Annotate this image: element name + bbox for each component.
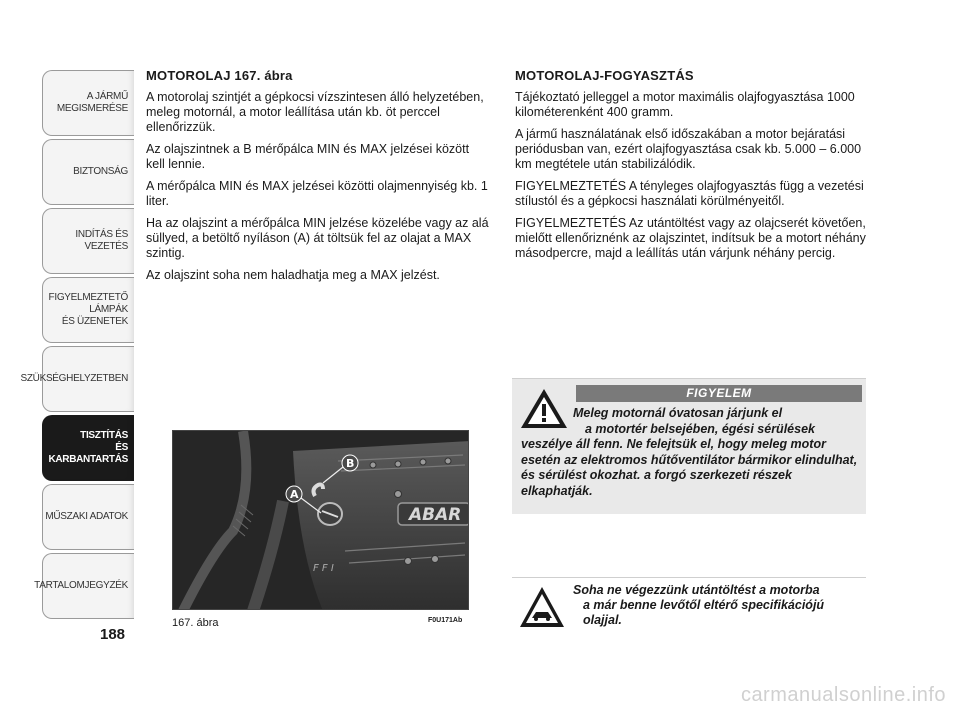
warning-text xyxy=(521,406,863,499)
tab-inditas-es-vezetes[interactable]: INDÍTÁS ÉS VEZETÉS xyxy=(42,208,134,274)
watermark: carmanualsonline.info xyxy=(740,684,946,706)
paragraph: Ha az olajszint a mérőpálca MIN jelzése közelébe vagy az alá süllyed, a betöltő nyíláson (A) át töltsük fel az olajat a MAX szintig. xyxy=(146,216,489,260)
paragraph: A mérőpálca MIN és MAX jelzései közötti olajmennyiség kb. 1 liter. xyxy=(146,179,488,208)
paragraph: Tájékoztató jelleggel a motor maximális olajfogyasztása 1000 kilométerenként 400 gramm. xyxy=(515,90,855,119)
section-heading-olajfogyasztas: MOTOROLAJ-FOGYASZTÁS xyxy=(515,68,694,83)
section-heading-motorolaj: MOTOROLAJ 167. ábra xyxy=(146,68,293,83)
note-line-3: olajjal. xyxy=(583,613,622,627)
tab-szukseghelyzetben[interactable]: SZÜKSÉGHELYZETBEN xyxy=(42,346,134,412)
figure-caption: 167. ábra xyxy=(172,617,219,629)
note-text xyxy=(573,583,863,628)
warning-line-2: a motortér belsejében, égési sérülések xyxy=(585,421,815,436)
left-column xyxy=(146,68,491,290)
right-column xyxy=(515,68,867,268)
oil-car-warning-icon xyxy=(518,585,566,629)
warning-title: FIGYELEM xyxy=(576,385,862,402)
paragraph: A jármű használatának első időszakában a motor bejáratási periódusban van, ezért olajfogyasztása csak kb. 5.000 – 6.000 km megtétele után stabilizálódik. xyxy=(515,127,862,171)
paragraph: FIGYELMEZTETÉS A tényleges olajfogyasztás függ a vezetési stílustól és a gépkocsi használati körülményeitől. xyxy=(515,179,864,208)
engine-bay-illustration xyxy=(173,431,469,610)
paragraph: Az olajszintnek a B mérőpálca MIN és MAX jelzései között kell lennie. xyxy=(146,142,470,171)
paragraph: A motorolaj szintjét a gépkocsi vízszintesen álló helyzetében, meleg motornál, a motor leállítása után kb. öt perccel ellenőrizzük. xyxy=(146,90,484,134)
callout-b-label: B xyxy=(346,457,355,470)
warning-line-1: Meleg motornál óvatosan járjunk el xyxy=(573,406,783,420)
tab-muszaki-adatok[interactable]: MŰSZAKI ADATOK xyxy=(42,484,134,550)
warning-line-rest: veszélye áll fenn. Ne felejtsük el, hogy meleg motor esetén az elektromos hűtőventilátor bármikor elindulhat, és sérülést okozhat. a forgó szerkezeti részek elkaphatják. xyxy=(521,437,858,498)
page-number: 188 xyxy=(100,626,126,643)
engine-bay-figure xyxy=(172,430,469,610)
paragraph: FIGYELMEZTETÉS Az utántöltést vagy az olajcserét követően, mielőtt ellenőriznénk az olajszintet, indítsuk be a motort néhány másodpercre, majd a leállítás után várjunk néhány percig. xyxy=(515,216,866,260)
paragraph: Az olajszint soha nem haladhatja meg a MAX jelzést. xyxy=(146,268,440,282)
callout-a-label: A xyxy=(290,488,299,501)
tab-jarmu-megismerese[interactable]: A JÁRMŰ MEGISMERÉSE xyxy=(42,70,134,136)
tab-figyelmezteto-lampak[interactable]: FIGYELMEZTETŐ LÁMPÁK ÉS ÜZENETEK xyxy=(42,277,134,343)
note-line-2: a már benne levőtől eltérő specifikációjú xyxy=(583,598,825,612)
figure-code: F0U171Ab xyxy=(428,617,463,624)
tab-biztonsag[interactable]: BIZTONSÁG xyxy=(42,139,134,205)
note-line-1: Soha ne végezzünk utántöltést a motorba xyxy=(573,583,820,597)
svg-text:F F I: F F I xyxy=(313,563,334,574)
engine-badge-text: ABAR xyxy=(409,505,462,525)
tab-tisztitas-es-karbantartas[interactable]: TISZTÍTÁS ÉS KARBANTARTÁS xyxy=(42,415,134,481)
note-divider xyxy=(512,577,866,578)
tab-tartalomjegyzek[interactable]: TARTALOMJEGYZÉK xyxy=(42,553,134,619)
